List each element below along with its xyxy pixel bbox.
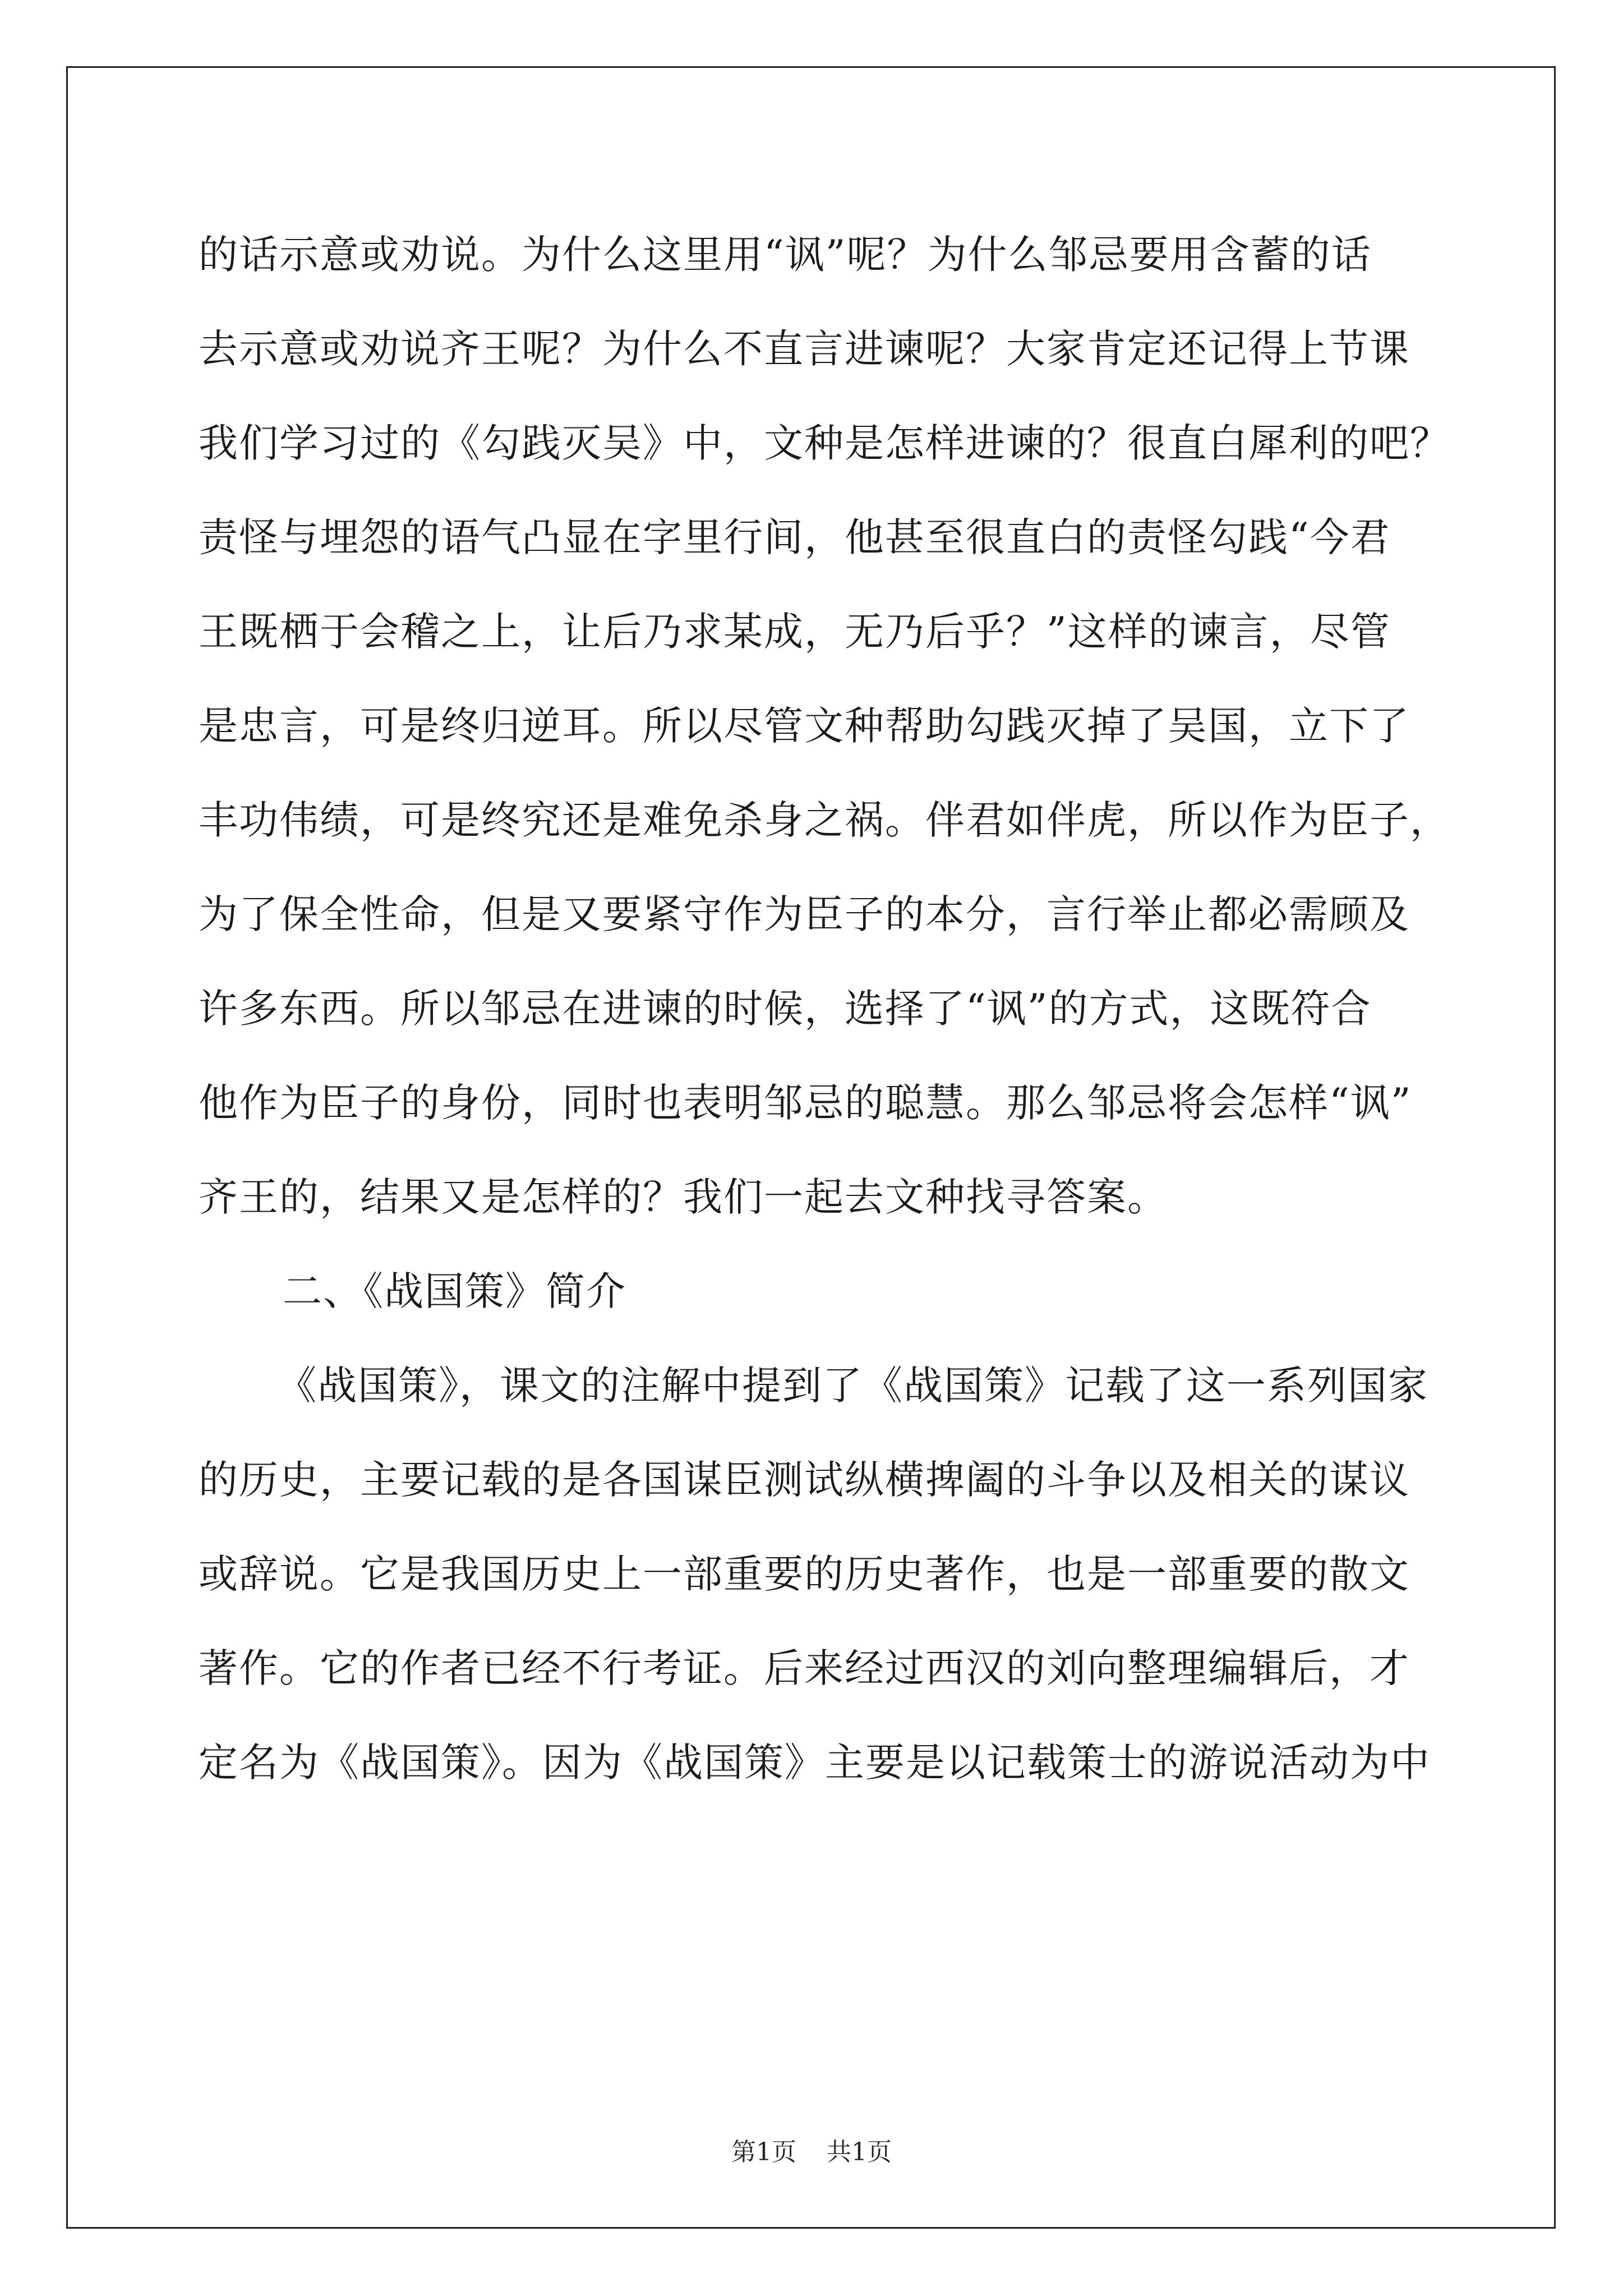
body-line: 是忠言，可是终归逆耳。所以尽管文种帮助勾践灭掉了吴国，立下了 — [199, 703, 1410, 749]
paragraph-line: 《战国策》，课文的注解中提到了《战国策》记载了这一系列国家 — [277, 1363, 1428, 1409]
paragraph-line: 的历史，主要记载的是各国谋臣测试纵横捭阖的斗争以及相关的谋议 — [199, 1457, 1410, 1503]
section-heading: 二、《战国策》简介 — [283, 1268, 626, 1314]
body-line: 责怪与埋怨的语气凸显在字里行间，他甚至很直白的责怪勾践“今君 — [199, 514, 1391, 560]
body-line: 去示意或劝说齐王呢？为什么不直言进谏呢？大家肯定还记得上节课 — [199, 326, 1410, 372]
page-number: 第1页 — [731, 2138, 796, 2166]
page-total: 共1页 — [827, 2138, 892, 2166]
paragraph-line: 或辞说。它是我国历史上一部重要的历史著作，也是一部重要的散文 — [199, 1551, 1410, 1597]
paragraph-line: 著作。它的作者已经不行考证。后来经过西汉的刘向整理编辑后，才 — [199, 1645, 1410, 1691]
page-footer — [0, 2132, 1623, 2168]
body-line: 王既栖于会稽之上，让后乃求某成，无乃后乎？”这样的谏言，尽管 — [199, 609, 1391, 655]
body-line: 为了保全性命，但是又要紧守作为臣子的本分，言行举止都必需顾及 — [199, 891, 1410, 937]
body-line: 他作为臣子的身份，同时也表明邹忌的聪慧。那么邹忌将会怎样“讽” — [199, 1080, 1412, 1126]
body-line: 齐王的，结果又是怎样的？我们一起去文种找寻答案。 — [199, 1174, 1168, 1220]
body-line: 我们学习过的《勾践灭吴》中，文种是怎样进谏的？很直白犀利的吧？ — [199, 420, 1450, 466]
document-body — [199, 208, 1450, 1810]
body-line: 丰功伟绩，可是终究还是难免杀身之祸。伴君如伴虎，所以作为臣子， — [199, 797, 1450, 843]
body-line: 的话示意或劝说。为什么这里用“讽”呢？为什么邹忌要用含蓄的话 — [199, 232, 1372, 278]
body-line: 许多东西。所以邹忌在进谏的时候，选择了“讽”的方式，这既符合 — [199, 986, 1372, 1032]
paragraph-line: 定名为《战国策》。因为《战国策》主要是以记载策士的游说活动为中 — [199, 1740, 1431, 1786]
